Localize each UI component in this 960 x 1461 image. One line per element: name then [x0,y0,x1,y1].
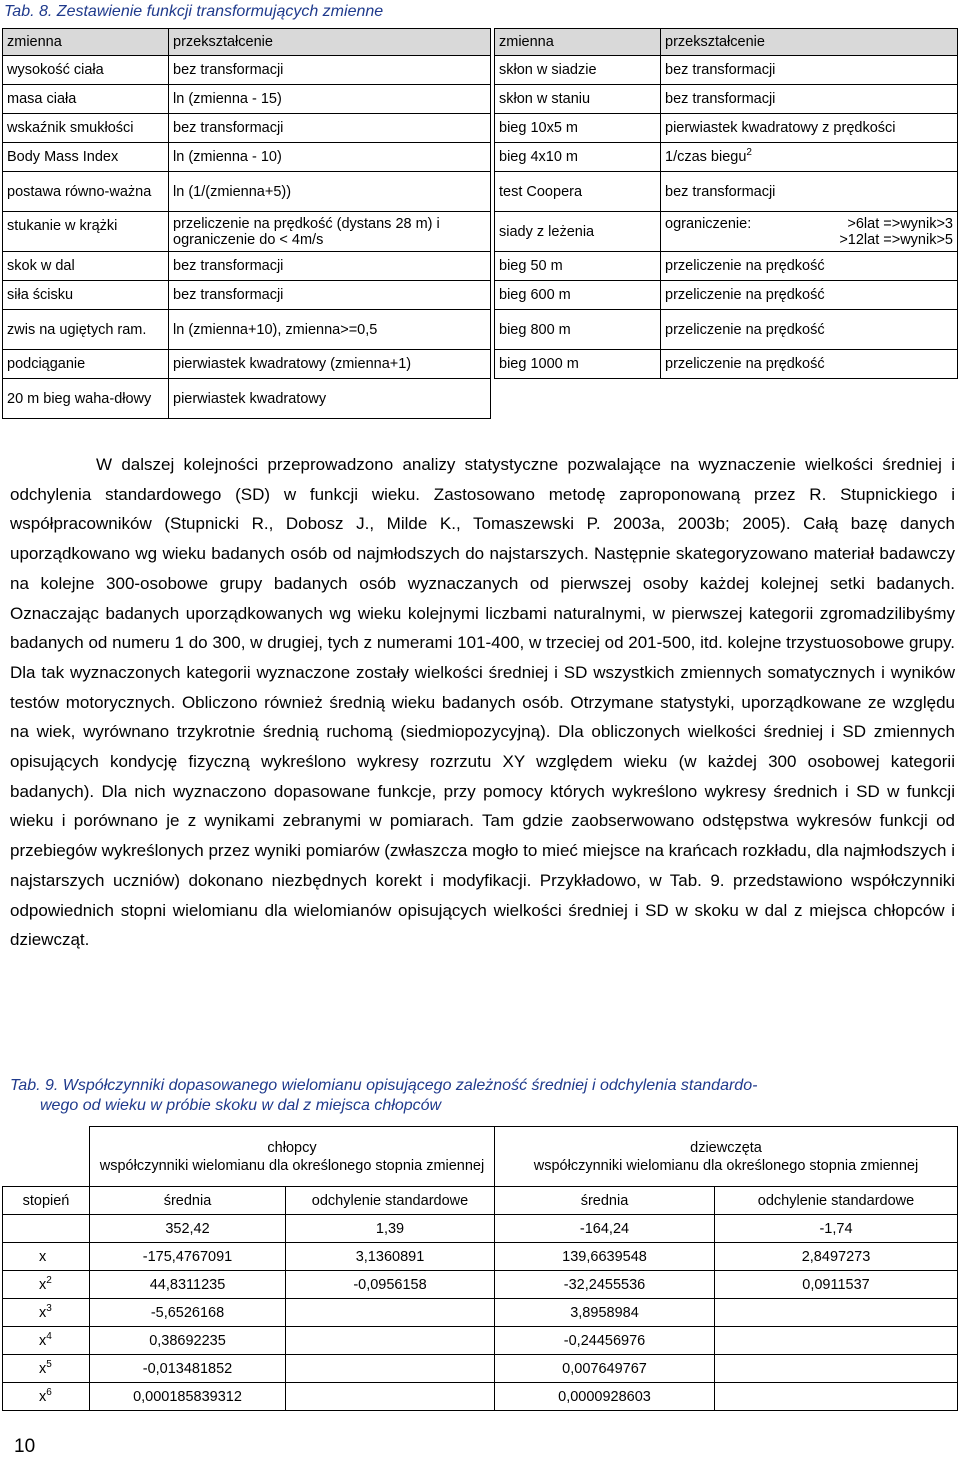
table-row [3,379,958,419]
tab8-label: Tab. 8. [4,3,53,20]
degree-exponent: 6 [46,1386,52,1398]
transform-cell: pierwiastek kwadratowy (zmienna+1) [169,350,491,379]
transform-cell: bez transformacji [169,252,491,281]
body-paragraph [10,450,955,955]
limit-value-1: >6lat =>wynik>3 [847,215,953,232]
table-row [3,172,958,212]
girls-sd-cell: 2,8497273 [715,1243,958,1271]
variable-cell: postawa równo-ważna [3,172,169,212]
tab9-caption [10,1076,958,1116]
transform-table [2,28,958,419]
transform-cell: przeliczenie na prędkość [661,350,958,379]
page-number: 10 [14,1436,36,1457]
limit-value-2: >12lat =>wynik>5 [839,231,953,248]
girls-mean-cell: -32,2455536 [495,1271,715,1299]
girls-mean-cell: 3,8958984 [495,1299,715,1327]
transform-cell: przeliczenie na prędkość [661,281,958,310]
table-row [3,1215,958,1243]
variable-cell: wysokość ciała [3,56,169,85]
girls-sd-cell [715,1299,958,1327]
variable-cell: bieg 50 m [495,252,661,281]
girls-mean-cell: 139,6639548 [495,1243,715,1271]
degree-base: x [39,1332,47,1349]
degree-base: x [39,1304,47,1321]
degree-header: stopień [3,1187,90,1215]
boys-sd-header: odchylenie standardowe [286,1187,495,1215]
girls-sd-cell [715,1327,958,1355]
transform-cell: bez transformacji [169,114,491,143]
empty-cell [3,1127,90,1187]
degree-cell [3,1299,90,1327]
transform-cell: ln (1/(zmienna+5)) [169,172,491,212]
variable-cell: bieg 4x10 m [495,143,661,172]
boys-mean-cell: 44,8311235 [90,1271,286,1299]
girls-mean-header: średnia [495,1187,715,1215]
boys-header [90,1127,495,1187]
degree-exponent: 5 [46,1358,52,1370]
transform-cell: przeliczenie na prędkość (dystans 28 m) i ograniczenie do < 4m/s [169,212,491,252]
transform-cell: bez transformacji [169,56,491,85]
empty-cell [495,379,661,419]
boys-subheader: współczynniki wielomianu dla określonego stopnia zmiennej [99,1157,485,1174]
degree-cell [3,1243,90,1271]
degree-base: x [39,1276,47,1293]
girls-header [495,1127,958,1187]
variable-cell: skok w dal [3,252,169,281]
variable-cell: bieg 800 m [495,310,661,350]
girls-mean-cell: -164,24 [495,1215,715,1243]
limit-block [665,216,953,248]
transform-cell: przeliczenie na prędkość [661,252,958,281]
transform-cell: ln (zmienna+10), zmienna>=0,5 [169,310,491,350]
exponent: 2 [746,147,752,159]
tab9-title-line1: Współczynniki dopasowanego wielomianu opisującego zależność średniej i odchylenia standardo- [62,1077,758,1094]
table-row [3,1355,958,1383]
girls-mean-cell: 0,0000928603 [495,1383,715,1411]
girls-sd-cell [715,1355,958,1383]
transform-cell [661,143,958,172]
boys-mean-header: średnia [90,1187,286,1215]
girls-mean-cell: 0,007649767 [495,1355,715,1383]
empty-cell [661,379,958,419]
table-row [3,310,958,350]
table-row [3,281,958,310]
transform-cell: ln (zmienna - 10) [169,143,491,172]
tab9-title-line2: wego od wieku w próbie skoku w dal z miejsca chłopców [40,1097,442,1114]
table-row [3,1383,958,1411]
variable-cell: test Coopera [495,172,661,212]
transform-cell: bez transformacji [661,85,958,114]
girls-label: dziewczęta [690,1139,762,1156]
transform-table-header [3,29,958,56]
boys-sd-cell [286,1355,495,1383]
variable-cell: bieg 1000 m [495,350,661,379]
variable-cell: skłon w staniu [495,85,661,114]
group-header-row [3,1127,958,1187]
transform-cell: bez transformacji [169,281,491,310]
paragraph-text: W dalszej kolejności przeprowadzono analizy statystyczne pozwalające na wyznaczenie wielkości średniej i odchylenia standardowego (SD) w funkcji wieku. Zastosowano metodę zaproponowaną przez R. Stupnickiego i współpracowników (Stupnicki R., Dobosz J., Milde K., Tomaszewski P. 2003a, 2003b; 2005). Całą bazę danych uporządkowano wg wieku badanych osób od najmłodszych do najstarszych. Następnie skategoryzowano materiał badawczy na kolejne 300-osobowe grupy badanych osób wyznaczanych od pierwszej osoby każdej kolejnej setki badanych. Oznaczając badanych uporządkowanych wg wieku kolejnymi liczbami naturalnymi, w pierwszej kategorii zgromadzilibyśmy badanych od numeru 1 do 300, w drugiej, tych z numerami 101-400, w trzeciej od 201-500, itd. kolejne trzystuosobowe grupy. Dla tak wyznaczonych kategorii wyznaczone zostały wielkości średniej i SD wszystkich zmiennych somatycznych i wyników testów motorycznych. Obliczono również średnią wieku badanych osób. Otrzymane statystyki, uporządkowane ze względu na wiek, wyrównano trzykrotnie średnią ruchomą (siedmiopozycyjną). Dla obliczonych wielkości średniej i SD zmiennych opisujących kondycję fizyczną wykreślono wykresy rozrzutu XY względem wieku (w każdej 300 osobowej kategorii badanych). Dla nich wyznaczono dopasowane funkcje, przy pomocy których wykreślono wykresy średnich i SD w funkcji wieku i porównano je z wynikami zebranymi w pomiarach. Tam gdzie zaobserwowano odstępstwa wykresów funkcji od przebiegów wykreślonych przez wyniki pomiarów (zwłaszcza mogło to mieć miejsce na krańcach rozkładu, dla najmłodszych i najstarszych uczniów) dokonano niezbędnych korekt i modyfikacji. Przykładowo, w Tab. 9. przedstawiono współczynniki odpowiednich stopni wielomianu dla wielomianów opisujących wielkości średniej i SD w skoku w dal z miejsca chłopców i dziewcząt. [10,455,955,950]
boys-mean-cell: -0,013481852 [90,1355,286,1383]
table-row [3,143,958,172]
degree-cell [3,1215,90,1243]
transform-cell: bez transformacji [661,172,958,212]
table-row [3,56,958,85]
table-row [3,1243,958,1271]
variable-cell: zwis na ugiętych ram. [3,310,169,350]
tab8-caption [4,2,383,22]
polynomial-table [2,1126,958,1411]
tab9-label: Tab. 9. [10,1077,59,1094]
transform-cell: bez transformacji [661,56,958,85]
boys-sd-cell: 3,1360891 [286,1243,495,1271]
girls-subheader: współczynniki wielomianu dla określonego stopnia zmiennej [533,1157,919,1174]
boys-sd-cell [286,1383,495,1411]
table-row [3,1271,958,1299]
limit-label: ograniczenie: [665,215,752,232]
degree-base: x [39,1360,47,1377]
boys-mean-cell: 0,000185839312 [90,1383,286,1411]
variable-cell: 20 m bieg waha-dłowy [3,379,169,419]
table-row [3,1327,958,1355]
variable-cell: siady z leżenia [495,212,661,252]
table-row [3,85,958,114]
table-row [3,114,958,143]
boys-sd-cell: -0,0956158 [286,1271,495,1299]
table-row [3,252,958,281]
degree-base: x [39,1388,47,1405]
degree-exponent: 4 [46,1330,52,1342]
header-variable-left: zmienna [3,29,169,56]
variable-cell: wskaźnik smukłości [3,114,169,143]
variable-cell: Body Mass Index [3,143,169,172]
girls-sd-header: odchylenie standardowe [715,1187,958,1215]
transform-cell: ln (zmienna - 15) [169,85,491,114]
header-transform-right: przekształcenie [661,29,958,56]
variable-cell: masa ciała [3,85,169,114]
degree-cell [3,1355,90,1383]
variable-cell: skłon w siadzie [495,56,661,85]
header-variable-right: zmienna [495,29,661,56]
header-transform-left: przekształcenie [169,29,491,56]
boys-mean-cell: 0,38692235 [90,1327,286,1355]
transform-text: 1/czas biegu [665,149,747,165]
girls-mean-cell: -0,24456976 [495,1327,715,1355]
girls-sd-cell: 0,0911537 [715,1271,958,1299]
degree-cell [3,1327,90,1355]
degree-exponent: 2 [46,1274,52,1286]
column-header-row [3,1187,958,1215]
variable-cell: stukanie w krążki [3,212,169,252]
degree-cell [3,1383,90,1411]
girls-sd-cell: -1,74 [715,1215,958,1243]
table-row [3,1299,958,1327]
variable-cell: siła ścisku [3,281,169,310]
transform-cell [661,212,958,252]
boys-mean-cell: -175,4767091 [90,1243,286,1271]
limit-values [839,216,953,248]
boys-label: chłopcy [267,1139,317,1156]
degree-exponent: 3 [46,1302,52,1314]
boys-sd-cell: 1,39 [286,1215,495,1243]
boys-sd-cell [286,1327,495,1355]
variable-cell: bieg 10x5 m [495,114,661,143]
transform-cell: przeliczenie na prędkość [661,310,958,350]
table-row [3,350,958,379]
table-row [3,212,958,252]
variable-cell: podciąganie [3,350,169,379]
degree-cell [3,1271,90,1299]
tab8-title: Zestawienie funkcji transformujących zmienne [56,3,384,20]
variable-cell: bieg 600 m [495,281,661,310]
boys-mean-cell: -5,6526168 [90,1299,286,1327]
degree-base: x [39,1248,47,1265]
transform-cell: pierwiastek kwadratowy [169,379,491,419]
girls-sd-cell [715,1383,958,1411]
boys-sd-cell [286,1299,495,1327]
boys-mean-cell: 352,42 [90,1215,286,1243]
transform-cell: pierwiastek kwadratowy z prędkości [661,114,958,143]
